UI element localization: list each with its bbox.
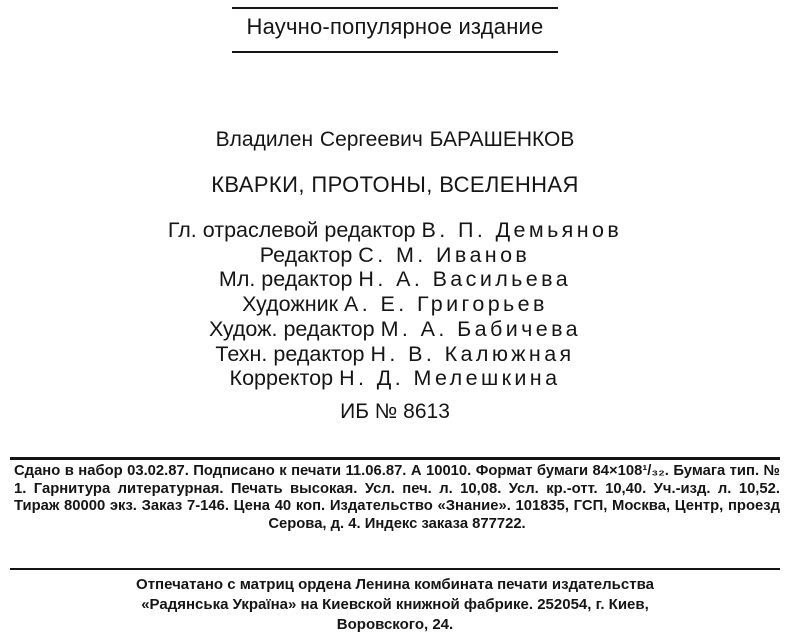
staff-row — [0, 292, 790, 317]
series-bottom-rule — [232, 51, 558, 53]
editorial-staff-list — [0, 218, 790, 391]
book-title: КВАРКИ, ПРОТОНЫ, ВСЕЛЕННАЯ — [211, 172, 579, 197]
staff-row — [0, 317, 790, 342]
staff-name: М. А. Бабичева — [380, 316, 582, 341]
imprint-block: Сдано в набор 03.02.87. Подписано к печати 11.06.87. А 10010. Формат бумаги 84×108¹/₃₂. Бумага тип. № 1. Гарнитура литературная. Печать высокая. Усл. печ. л. 10,08. Усл. кр.-отт. 10,40. Уч.-изд. л. 10,52. Тираж 80000 экз. Заказ 7-146. Цена 40 коп. Издательство «Знание». 101835, ГСП, Москва, Центр, проезд Серова, д. 4. Индекс заказа 877722. — [14, 463, 780, 532]
staff-role: Гл. отраслевой редактор — [167, 218, 416, 242]
staff-role: Художник — [242, 292, 338, 317]
ib-number: ИБ № 8613 — [340, 400, 450, 423]
staff-row — [0, 243, 790, 268]
staff-name: Н. В. Калюжная — [370, 341, 575, 366]
author-name: Владилен Сергеевич БАРАШЕНКОВ — [215, 128, 575, 151]
printer-block — [0, 575, 790, 635]
staff-row — [0, 366, 790, 391]
series-label: Научно-популярное издание — [246, 14, 544, 39]
staff-row — [0, 218, 790, 243]
staff-row — [0, 342, 790, 367]
staff-row — [0, 267, 790, 292]
staff-role: Худож. редактор — [208, 316, 375, 341]
staff-name: Н. Д. Мелешкина — [339, 366, 561, 391]
printer-line: «Радянська Україна» на Киевской книжной фабрике. 252054, г. Киев, — [141, 596, 649, 613]
staff-name: С. М. Иванов — [358, 242, 531, 267]
staff-role: Корректор — [229, 366, 334, 391]
staff-name: А. Е. Григорьев — [343, 292, 548, 317]
staff-role: Техн. редактор — [215, 341, 365, 366]
printer-line: Отпечатано с матриц ордена Ленина комбината печати издательства — [136, 576, 654, 593]
series-top-rule — [232, 7, 558, 9]
imprint-top-rule — [10, 457, 780, 460]
staff-name: В. П. Демьянов — [421, 218, 623, 242]
imprint-bottom-rule — [10, 568, 780, 570]
printer-line: Воровского, 24. — [336, 616, 454, 633]
staff-name: Н. А. Васильева — [358, 267, 572, 292]
staff-role: Редактор — [259, 242, 353, 267]
staff-role: Мл. редактор — [218, 267, 353, 292]
